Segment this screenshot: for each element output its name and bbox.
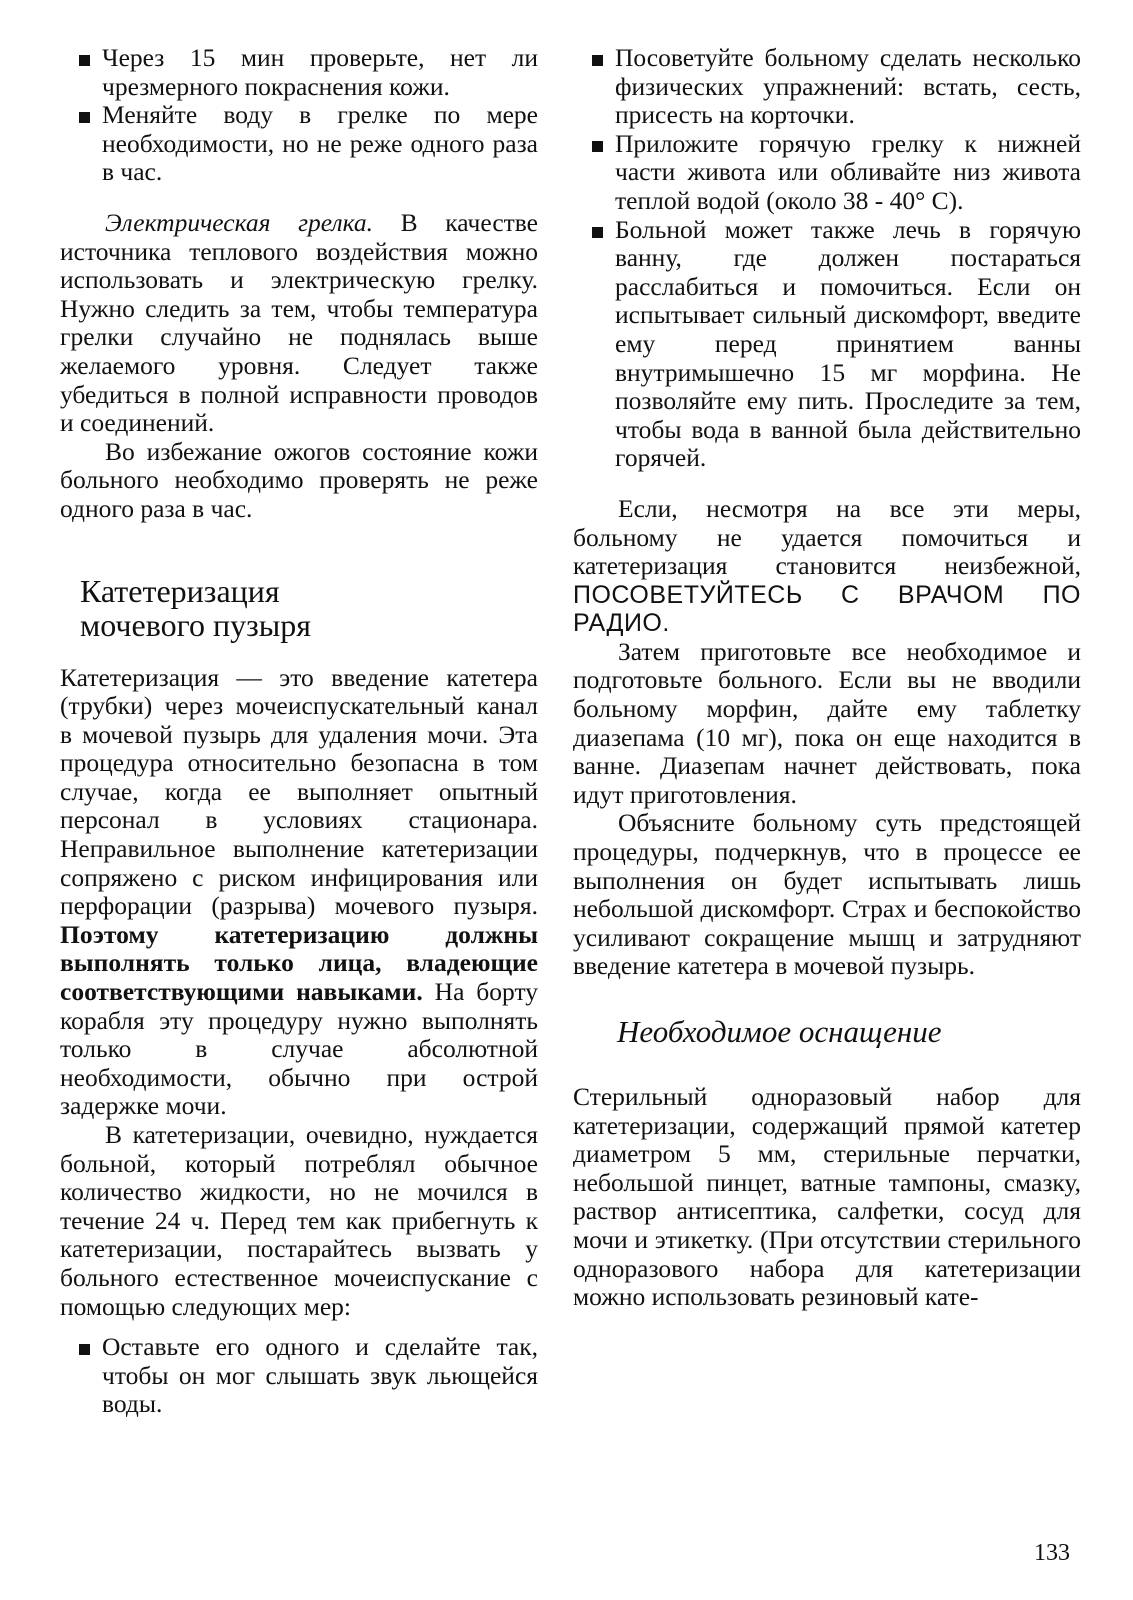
section-title-line: Катетеризация [80, 572, 280, 609]
electric-heater-lead: Электрическая грелка. [105, 207, 373, 237]
page-number: 133 [1034, 1540, 1070, 1566]
right-column [573, 44, 1081, 1312]
list-item: Оставьте его одного и сделайте так, чтобы он мог слышать звук льющейся воды. [60, 1333, 538, 1419]
section-title-line: мочевого пузыря [80, 606, 311, 643]
equipment-paragraph: Стерильный одноразовый набор для катетеризации, содержащий прямой катетер диаметром 5 мм, стерильные перчатки, небольшой пинцет, ватные тампоны, смазку, раствор антисептика, салфетки, сосуд для мочи и этикетку. (При отсутствии стерильного одноразового набора для катетеризации можно использовать резиновый кате- [573, 1082, 1081, 1312]
consult-paragraph [573, 495, 1081, 638]
electric-heater-text: В качестве источника теплового воздействия можно использовать и электрическую грелку. Нужно следить за тем, чтобы температура грелки случайно не поднялась выше желаемого уровня. Следует также убедиться в полной исправности проводов и соединений. [60, 207, 538, 438]
list-item: Меняйте воду в грелке по мере необходимости, но не реже одного раза в час. [60, 101, 538, 187]
left-column [60, 44, 538, 1419]
prepare-paragraph: Затем приготовьте все необходимое и подготовьте больного. Если вы не вводили больному морфин, дайте ему таблетку диазепама (10 мг), пока он еще находится в ванне. Диазепам начнет действовать, пока идут приготовления. [573, 636, 1081, 809]
section-title [80, 574, 538, 642]
list-item: Приложите горячую грелку к нижней части живота или обливайте низ живота теплой водой (около 38 - 40° С). [573, 130, 1081, 216]
explain-paragraph: Объясните больному суть предстоящей процедуры, подчеркнув, что в процессе ее выполнения он будет испытывать лишь небольшой дискомфорт. Страх и беспокойство усиливают сокращение мышц и затрудняют введение катетера в мочевой пузырь. [573, 808, 1081, 981]
subsection-title: Необходимое оснащение [617, 1014, 942, 1049]
list-item: Через 15 мин проверьте, нет ли чрезмерного покраснения кожи. [60, 44, 538, 101]
definition-paragraph [60, 664, 538, 1122]
bullet-list-measures [573, 44, 1081, 473]
definition-text: Катетеризация — это введение катетера (трубки) через мочеиспускательный канал в мочевой пузырь для удаления мочи. Эта процедура относительно безопасна в том случае, когда ее выполняет опытный персонал в условиях стационара. Неправильное выполнение катетеризации сопряжено с риском инфицирования или перфорации (разрыва) мочевого пузыря. [60, 662, 538, 921]
definition-bold: Поэтому катетеризацию должны выполнять только лица, владеющие соответствующими навыками. [60, 919, 538, 1007]
electric-heater-paragraph [60, 209, 538, 438]
definition-tail: На борту корабля эту процедуру нужно выполнять только в случае абсолютной необходимости, обычно при острой задержке мочи. [60, 977, 538, 1121]
bullet-list-top [60, 44, 538, 187]
bullet-list-bottom [60, 1333, 538, 1419]
list-item: Больной может также лечь в горячую ванну, где должен постараться расслабиться и помочиться. Если он испытывает сильный дискомфорт, введите ему перед принятием ванны внутримышечно 15 мг морфина. Не позволяйте ему пить. Проследите за тем, чтобы вода в ванной была действительно горячей. [573, 216, 1081, 473]
list-item: Посоветуйте больному сделать несколько физических упражнений: встать, сесть, присесть на корточки. [573, 44, 1081, 130]
consult-caps: ПОСОВЕТУЙТЕСЬ С ВРАЧОМ ПО РАДИО. [573, 580, 1081, 638]
need-paragraph: В катетеризации, очевидно, нуждается больной, который потреблял обычное количество жидкости, но не мочился в течение 24 ч. Перед тем как прибегнуть к катетеризации, постарайтесь вызвать у больного естественное мочеиспускание с помощью следующих мер: [60, 1120, 538, 1321]
burns-paragraph: Во избежание ожогов состояние кожи больного необходимо проверять не реже одного раза в час. [60, 436, 538, 523]
consult-text: Если, несмотря на все эти меры, больному не удается помочиться и катетеризация становится неизбежной, [573, 493, 1081, 581]
